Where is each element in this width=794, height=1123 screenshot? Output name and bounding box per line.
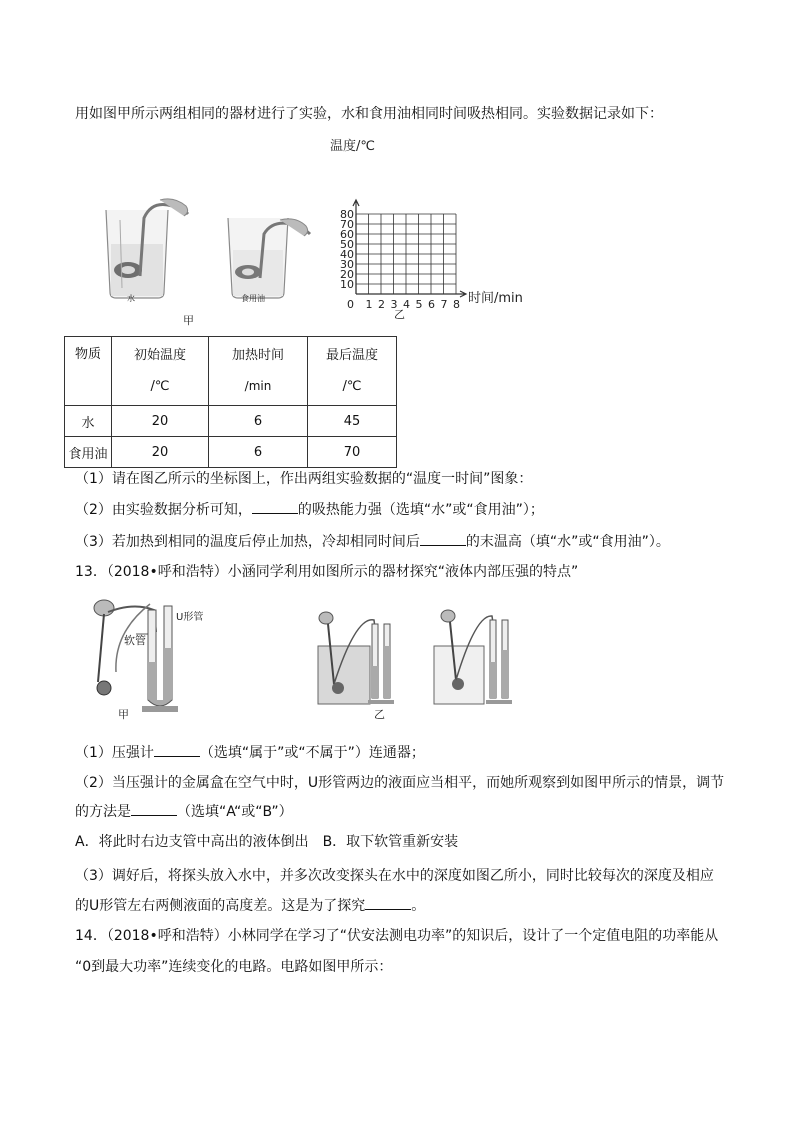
q13-part2-text-a: 的方法是	[75, 804, 131, 820]
q13-part3-answer-blank[interactable]	[365, 895, 411, 910]
chart-xlabel: 时间/min	[468, 291, 523, 306]
chart-x-tick-label: 6	[428, 298, 435, 311]
hose-label: 软管	[124, 634, 146, 647]
q12-part3-text-b: 的末温高（填“水”或“食用油”）。	[465, 534, 670, 550]
temperature-time-chart	[326, 134, 536, 324]
q13-part3-line1: （3）调好后，将探头放入水中，并多次改变探头在水中的深度如图乙所小，同时比较每次的深度及相应	[75, 868, 714, 884]
data-table	[64, 336, 397, 468]
table-header-row	[65, 337, 397, 406]
chart-x-tick-label: 2	[378, 298, 385, 311]
q12-part3-text-a: （3）若加热到相同的温度后停止加热，冷却相同时间后	[75, 534, 420, 550]
chart-y-tick-label: 50	[340, 238, 354, 251]
table-cell: 20	[112, 406, 209, 437]
oil-beaker-label: 食用油	[241, 294, 265, 303]
q13-part2-line1: （2）当压强计的金属盒在空气中时，U形管两边的液面应当相平，而她所观察到如图甲所示的情景，调节	[75, 775, 725, 791]
water-beaker-label: 水	[127, 294, 135, 303]
chart-x-tick-label: 8	[453, 298, 460, 311]
q13-part2-text-b: （选填“A“或“B”）	[177, 804, 293, 820]
header-text: 物质	[74, 347, 101, 362]
q13-part2-answer-blank[interactable]	[131, 801, 177, 816]
chart-x-tick-label: 3	[390, 298, 398, 311]
q13-options: A．将此时右边支管中高出的液体倒出 B．取下软管重新安装	[75, 834, 459, 850]
q12-part2-answer-blank[interactable]	[252, 499, 298, 514]
header-text: 初始温度	[133, 348, 186, 363]
intro-text: 用如图甲所示两组相同的器材进行了实验，水和食用油相同时间吸热相同。实验数据记录如下：	[75, 106, 663, 122]
q12-part2	[75, 499, 544, 520]
q13-part1-answer-blank[interactable]	[154, 742, 200, 757]
q13-part2-line2	[75, 801, 293, 822]
header-unit: /℃	[150, 379, 170, 394]
figure-jia-caption: 甲	[183, 314, 194, 327]
chart-ylabel: 温度/℃	[330, 139, 375, 154]
table-cell: 45	[308, 406, 397, 437]
chart-y-tick-label: 30	[340, 258, 354, 271]
q13-title: 13．（2018•呼和浩特）小涵同学利用如图所示的器材探究“液体内部压强的特点”	[75, 564, 579, 580]
q13-part3-line2	[75, 895, 425, 916]
q13-part3-text-a: 的U形管左右两侧液面的高度差。这是为了探究	[75, 898, 366, 914]
table-cell: 6	[209, 406, 308, 437]
q12-part2-text-b: 的吸热能力强（选填“水”或“食用油”）；	[297, 502, 544, 518]
q14-line1: 14．（2018•呼和浩特）小林同学在学习了“伏安法测电功率”的知识后，设计了一个定值电阻的功率能从	[75, 928, 719, 944]
chart-y-tick-label: 60	[340, 228, 354, 241]
table-cell: 20	[112, 437, 209, 468]
u-tube-label: U形管	[176, 612, 204, 623]
q13-part1-text-b: （选填“属于”或“不属于”）连通器；	[199, 745, 425, 761]
chart-y-tick-label: 20	[340, 268, 354, 281]
table-header-cell	[209, 337, 308, 406]
table-header-cell	[65, 337, 112, 406]
table-cell: 6	[209, 437, 308, 468]
chart-x-axis-arrow	[456, 291, 466, 297]
figure-q13-yi-caption: 乙	[374, 708, 385, 721]
chart-x-tick-label: 5	[415, 298, 423, 311]
manometer-shallow	[434, 610, 512, 704]
table-cell: 70	[308, 437, 397, 468]
chart-y-tick-label: 70	[340, 218, 354, 231]
q12-part3-answer-blank[interactable]	[420, 531, 466, 546]
oil-beaker	[228, 218, 310, 298]
chart-x-tick-label: 4	[403, 298, 410, 311]
chart-x-tick-label: 1	[365, 298, 373, 311]
q12-part2-text-a: （2）由实验数据分析可知，	[75, 502, 252, 518]
chart-x-tick-label: 0	[347, 298, 354, 311]
header-unit: /min	[244, 379, 272, 393]
figure-q13-jia-manometer	[74, 592, 234, 714]
chart-x-tick-label: 7	[440, 298, 448, 311]
chart-y-tick-label: 40	[340, 248, 354, 261]
water-beaker	[106, 199, 188, 298]
q13-part3-text-b: 。	[411, 898, 426, 914]
manometer-deep	[318, 612, 394, 704]
header-text: 加热时间	[231, 348, 284, 363]
q12-part1: （1）请在图乙所示的坐标图上，作出两组实验数据的“温度一时间”图象：	[75, 471, 533, 487]
q13-part1-text-a: （1）压强计	[75, 745, 154, 761]
table-header-cell	[308, 337, 397, 406]
table-cell: 水	[65, 406, 112, 437]
figure-q13-yi-manometers	[316, 606, 516, 716]
table-header-cell	[112, 337, 209, 406]
figure-q13-jia-caption: 甲	[118, 708, 129, 721]
header-text: 最后温度	[325, 348, 378, 363]
q13-part1	[75, 742, 425, 763]
chart-y-tick-label: 10	[340, 278, 354, 291]
chart-caption: 乙	[394, 308, 405, 321]
q12-part3	[75, 531, 670, 552]
table-cell: 食用油	[65, 437, 112, 468]
chart-y-tick-label: 80	[340, 208, 354, 221]
q14-line2: “0到最大功率”连续变化的电路。电路如图甲所示：	[75, 959, 393, 975]
table-row	[65, 437, 397, 468]
table-row	[65, 406, 397, 437]
header-unit: /℃	[342, 379, 362, 394]
